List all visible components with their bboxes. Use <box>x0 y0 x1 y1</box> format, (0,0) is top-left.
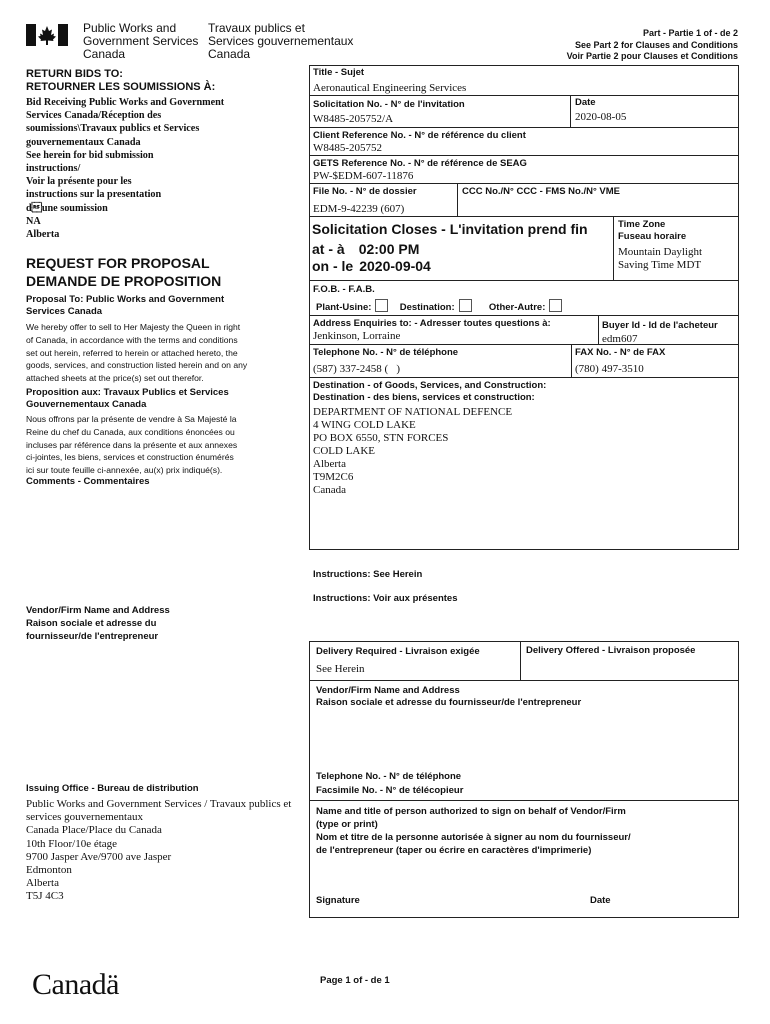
other-checkbox[interactable] <box>549 299 562 312</box>
delivery-required-field: Delivery Required - Livraison exigée See Herein <box>316 646 480 675</box>
delivery-offered-field: Delivery Offered - Livraison proposée <box>526 645 696 656</box>
part-indicator: Part - Partie 1 of - de 2 See Part 2 for Clauses and Conditions Voir Partie 2 pour Clauses et Conditions <box>566 28 738 61</box>
issuing-office-label: Issuing Office - Bureau de distribution <box>26 783 199 794</box>
closing-date: on - le 2020-09-04 <box>312 258 431 274</box>
issuing-office-address: Public Works and Government Services / Travaux publics et services gouvernementaux Canada Place/Place du Canada 10th Floor/10e étage 9700 Jasper Ave/9700 ave Jasper Edmonton Alberta T5J 4C3 <box>26 798 292 903</box>
authorized-person-field[interactable]: Name and title of person authorized to sign on behalf of Vendor/Firm (type or print) Nom et titre de la personne autorisée à signer au nom du fournisseur/ de l'entrepreneur (taper ou écrire en caractères d'imprimerie) <box>316 806 631 856</box>
signature-date-field[interactable]: Date <box>590 895 611 906</box>
rfp-title: REQUEST FOR PROPOSAL DEMANDE DE PROPOSITION <box>26 255 222 289</box>
vendor-left-label: Vendor/Firm Name and Address Raison sociale et adresse du fournisseur/de l'entrepreneur <box>26 605 170 642</box>
gets-reference-field: GETS Reference No. - N° de référence de SEAG PW-$EDM-607-11876 <box>313 158 527 182</box>
proposal-to-label: Proposal To: Public Works and Government Services Canada <box>26 294 225 317</box>
offer-text-fr: Nous offrons par la présente de vendre à Sa Majesté la Reine du chef du Canada, aux conditions énoncées ou incluses par référence dans la présente et aux annexes ci-jointes, les biens, services et construction énumérés ici sur toute feuille ci-annexée, au(x) prix indiqué(s). <box>26 414 238 476</box>
telephone-field: Telephone No. - N° de téléphone (587) 337-2458 ( ) <box>313 347 459 375</box>
buyer-id-field: Buyer Id - Id de l'acheteur edm607 <box>602 320 718 345</box>
title-field: Title - Sujet Aeronautical Engineering Services <box>313 67 467 94</box>
department-name-en: Public Works and Government Services Canada <box>83 21 199 61</box>
fax-field: FAX No. - N° de FAX (780) 497-3510 <box>575 347 666 375</box>
solicitation-number-field: Solicitation No. - N° de l'invitation W8485-205752/A <box>313 99 465 125</box>
page-number: Page 1 of - de 1 <box>320 975 390 986</box>
date-field: Date 2020-08-05 <box>575 97 627 123</box>
solicitation-closes-title: Solicitation Closes - L'invitation prend fin <box>312 221 588 237</box>
return-bids-address: Bid Receiving Public Works and Government Services Canada/Réception des soumissions\Travaux publics et Services gouvernementaux Canada See herein for bid submission instructions/ Voir la présente pour les instructions sur la presentation d une soumission NA Alberta <box>26 97 225 241</box>
vendor-name-address-field[interactable]: Vendor/Firm Name and Address Raison sociale et adresse du fournisseur/de l'entrepreneur <box>316 685 582 708</box>
ccc-number-label: CCC No./N° CCC - FMS No./N° VME <box>462 186 621 197</box>
instructions-en: Instructions: See Herein <box>313 569 423 580</box>
canada-wordmark: Canadä <box>32 968 119 1001</box>
time-zone-field: Time Zone Fuseau horaire Mountain Daylight Saving Time MDT <box>618 219 703 271</box>
signature-field[interactable]: Signature <box>316 895 360 906</box>
file-number-field: File No. - N° de dossier EDM-9-42239 (607) <box>313 186 417 215</box>
vendor-phone-fax-field[interactable]: Telephone No. - N° de téléphone Facsimile No. - N° de télécopieur <box>316 771 464 796</box>
instructions-fr: Instructions: Voir aux présentes <box>313 593 458 604</box>
return-bids-title: RETURN BIDS TO: RETOURNER LES SOUMISSIONS À: <box>26 68 216 93</box>
address-enquiries-field: Address Enquiries to: - Adresser toutes questions à: Jenkinson, Lorraine <box>313 318 551 342</box>
offer-text-en: We hereby offer to sell to Her Majesty the Queen in right of Canada, in accordance with the terms and conditions set out herein, referred to herein or attached hereto, the goods, services, and construction listed herein and on any attached sheets at the price(s) set out therefor. <box>26 322 248 384</box>
canada-flag-icon <box>26 24 68 46</box>
closing-time: at - à 02:00 PM <box>312 241 420 257</box>
plant-checkbox[interactable] <box>375 299 388 312</box>
client-reference-field: Client Reference No. - N° de référence du client W8485-205752 <box>313 130 526 154</box>
destination-field: Destination - of Goods, Services, and Construction: Destination - des biens, services et construction: DEPARTMENT OF NATIONAL DEFENCE 4 WING COLD LAKE PO BOX 6550, STN FORCES COLD LAKE Alberta T9M2C6 Canada <box>313 380 547 496</box>
fob-options: Plant-Usine: Destination: Other-Autre: <box>316 299 562 314</box>
destination-checkbox[interactable] <box>459 299 472 312</box>
comments-label: Comments - Commentaires <box>26 476 150 487</box>
department-name-fr: Travaux publics et Services gouvernementaux Canada <box>208 21 354 61</box>
proposition-label: Proposition aux: Travaux Publics et Services Gouvernementaux Canada <box>26 387 229 410</box>
fob-label: F.O.B. - F.A.B. <box>313 284 375 295</box>
